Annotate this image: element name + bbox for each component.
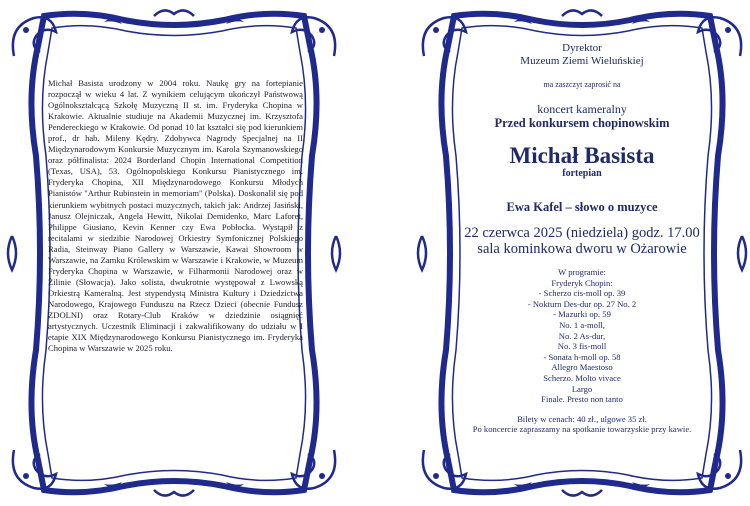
event-venue: sala kominkowa dworu w Ożarowie [477, 241, 687, 257]
ticket-prices: Bilety w cenach: 40 zł., ulgowe 35 zł. [517, 413, 647, 424]
program-item: No. 1 a-moll, [559, 319, 605, 330]
program-item: - Mazurki op. 59 [553, 309, 611, 320]
invitation-panel [414, 6, 750, 500]
program-item: Finale. Presto non tanto [541, 394, 623, 405]
concert-type: koncert kameralny [537, 102, 627, 116]
program-item: Allegro Maestoso [551, 362, 613, 373]
director-label: Dyrektor [562, 42, 602, 54]
bio-panel [4, 6, 344, 500]
program-list [444, 288, 720, 405]
program-composer: Fryderyk Chopin: [551, 277, 613, 288]
program-heading: W programie: [558, 267, 606, 277]
event-date: 22 czerwca 2025 (niedziela) godz. 17.00 [464, 225, 700, 241]
invitation-text [444, 42, 720, 435]
museum-name: Muzeum Ziemi Wieluńskiej [520, 55, 644, 67]
program-item: Largo [571, 383, 593, 394]
invites-line: ma zaszczyt zaprosić na [543, 80, 621, 89]
bio-text: Michał Basista urodzony w 2004 roku. Naukę gry na fortepianie rozpoczął w wieku 4 lat. Z wynikiem celującym ukończył Państwową Ogólnokształcącą Szkołę Muzyczną II st. im. Fryderyka Chopina w Krakowie. Aktualnie studiuje na Akademii Muzycznej im. Krzysztofa Pendereckiego w Krakowie. Od ponad 10 lat kształci się pod kierunkiem prof., dr hab. Mileny Kędry. Zdobywca Nagrody Specjalnej na II Międzynarodowym Konkursie Muzycznym im. Karola Szymanowskiego oraz półfinalista: 2024 Borderland Chopin International Competition (Texas, USA), 53. Ogólnopolskiego Konkursu Pianistycznego im. Fryderyka Chopina, XII Międzynarodowego Konkursu Młodych Pianistów "Arthur Rubinstein in memoriam" (Polska). Doskonalił się pod kierunkiem wybitnych postaci muzycznych, takich jak: Andrzej Jasiński, Janusz Olejniczak, Angela Hewitt, Nikolai Demidenko, Marc Laforet, Philippe Giusiano, Kevin Kenner czy Ewa Pobłocka. Wystąpił z recitalami w siedzibie Narodowej Orkiestry Symfonicznej Polskiego Radia, Steinway Piano Gallery w Warszawie, Kawai Showroom w Warszawie, na Zamku Królewskim w Warszawie i Krakowie, w Muzeum Fryderyka Chopina w Warszawie, w Filharmonii Narodowej oraz w Żilinie (Słowacja). Jako solista, dwukrotnie występował z Lwowską Orkiestrą Kameralną. Jest stypendystą Ministra Kultury i Dziedzictwa Narodowego, Krajowego Funduszu na Rzecz Dzieci (obecnie Fundusz ZDOLNI) oraz Rotary-Club Kraków w dziedzinie osiągnięć artystycznych. Uczestnik Eliminacji i zakwalifikowany do udziału w I etapie XIX Międzynarodowego Konkursu Pianistycznego im. Fryderyka Chopina w Warszawie w 2025 roku. [48, 78, 303, 354]
host-line: Ewa Kafel – słowo o muzyce [506, 200, 658, 214]
after-concert-note: Po koncercie zapraszamy na spotkanie towarzyskie przy kawie. [472, 424, 692, 435]
program-item: Scherzo. Molto vivace [543, 372, 621, 383]
artist-name: Michał Basista [509, 143, 655, 168]
program-item: - Scherzo cis-moll op. 39 [538, 288, 626, 299]
instrument: fortepian [562, 168, 602, 179]
program-item: - Sonata h-moll op. 58 [543, 351, 621, 362]
program-item: No. 2 As-dur, [558, 330, 606, 341]
program-item: - Nokturn Des-dur op. 27 No. 2 [527, 298, 637, 309]
program-item: No. 3 fis-moll [557, 341, 607, 352]
concert-title: Przed konkursem chopinowskim [494, 116, 670, 130]
